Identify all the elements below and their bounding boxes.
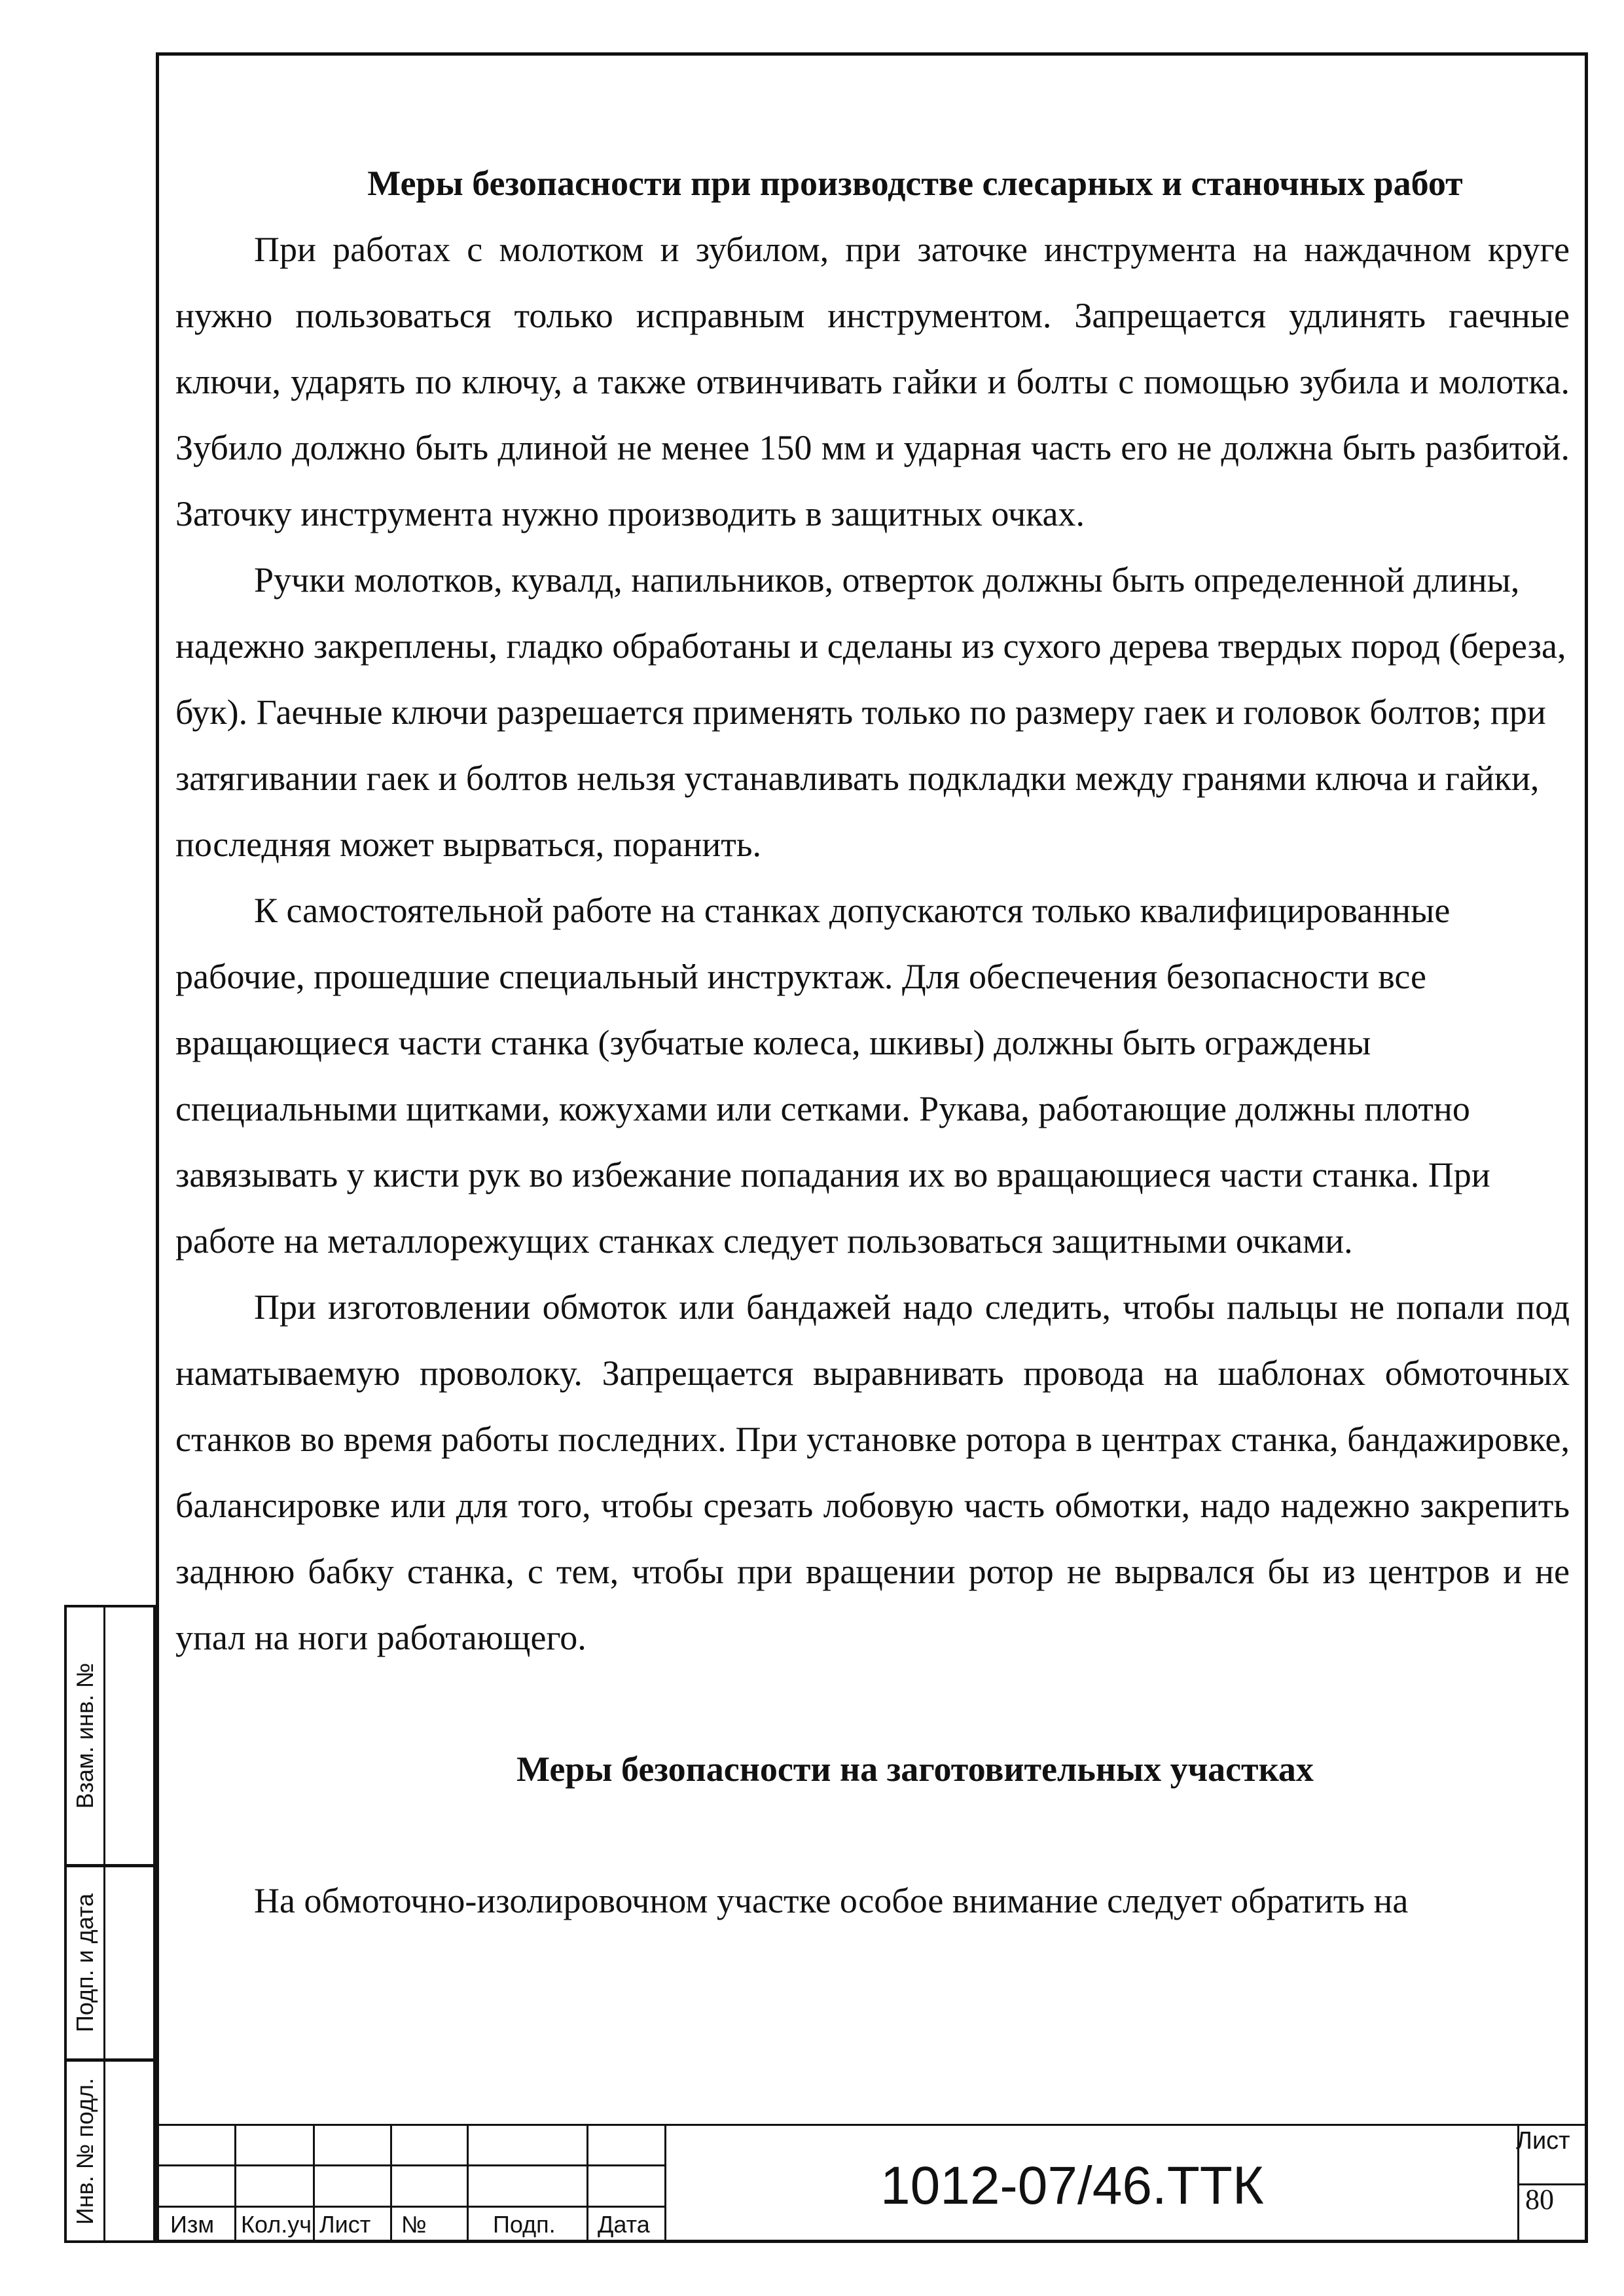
sheet-number: 80 (1525, 2183, 1554, 2215)
side-field-podp (64, 1865, 156, 2061)
title-block (156, 2124, 1588, 2243)
section-heading: Меры безопасности на заготовительных участках (516, 1749, 1314, 1789)
column-label: Подп. (493, 2211, 556, 2238)
document-code: 1012-07/46.ТТК (880, 2156, 1264, 2215)
side-label: Подп. и дата (71, 1893, 98, 2033)
column-label: Лист (319, 2211, 371, 2238)
side-field-vzam (64, 1605, 156, 1867)
paragraph: При изготовлении обмоток или бандажей надо следить, чтобы пальцы не попали под наматываемую проволоку. Запрещается выравнивать провода на шаблонах обмоточных станков во время работы последних. При установке ротора в центрах станка, бандажировке, балансировке или для того, чтобы срезать лобовую часть обмотки, надо надежно закрепить заднюю бабку станка, с тем, чтобы при вращении ротор не вырвался бы из центров и не упал на ноги работающего. (175, 1287, 1570, 1657)
side-label: Инв. № подл. (71, 2077, 98, 2225)
column-label: Кол.уч (241, 2211, 312, 2238)
paragraph: К самостоятельной работе на станках допускаются только квалифицированные рабочие, прошедшие специальный инструктаж. Для обеспечения безопасности все вращающиеся части станка (зубчатые колеса, шкивы) должны быть ограждены специальными щитками, кожухами или сетками. Рукава, работающие должны плотно завязывать у кисти рук во избежание попадания их во вращающиеся части станка. При работе на металлорежущих станках следует пользоваться защитными очками. (175, 891, 1490, 1261)
sheet-label: Лист (1516, 2127, 1570, 2155)
section-heading: Меры безопасности при производстве слесарных и станочных работ (367, 164, 1463, 203)
paragraph: При работах с молотком и зубилом, при заточке инструмента на наждачном круге нужно пользоваться только исправным инструментом. Запрещается удлинять гаечные ключи, ударять по ключу, а также отвинчивать гайки и болты с помощью зубила и молотка. Зубило должно быть длиной не менее 150 мм и ударная часть его не должна быть разбитой. Заточку инструмента нужно производить в защитных очках. (175, 230, 1570, 533)
paragraph: На обмоточно-изолировочном участке особое внимание следует обратить на (254, 1881, 1409, 1920)
document-body (175, 151, 1570, 1934)
column-label: Дата (598, 2211, 650, 2238)
column-label: № (401, 2211, 427, 2238)
column-label: Изм (170, 2211, 215, 2238)
side-field-inv (64, 2059, 156, 2243)
paragraph: Ручки молотков, кувалд, напильников, отверток должны быть определенной длины, надежно закреплены, гладко обработаны и сделаны из сухого дерева твердых пород (береза, бук). Гаечные ключи разрешается применять только по размеру гаек и головок болтов; при затягивании гаек и болтов нельзя устанавливать подкладки между гранями ключа и гайки, последняя может вырваться, поранить. (175, 560, 1566, 864)
side-label: Взам. инв. № (71, 1662, 98, 1809)
